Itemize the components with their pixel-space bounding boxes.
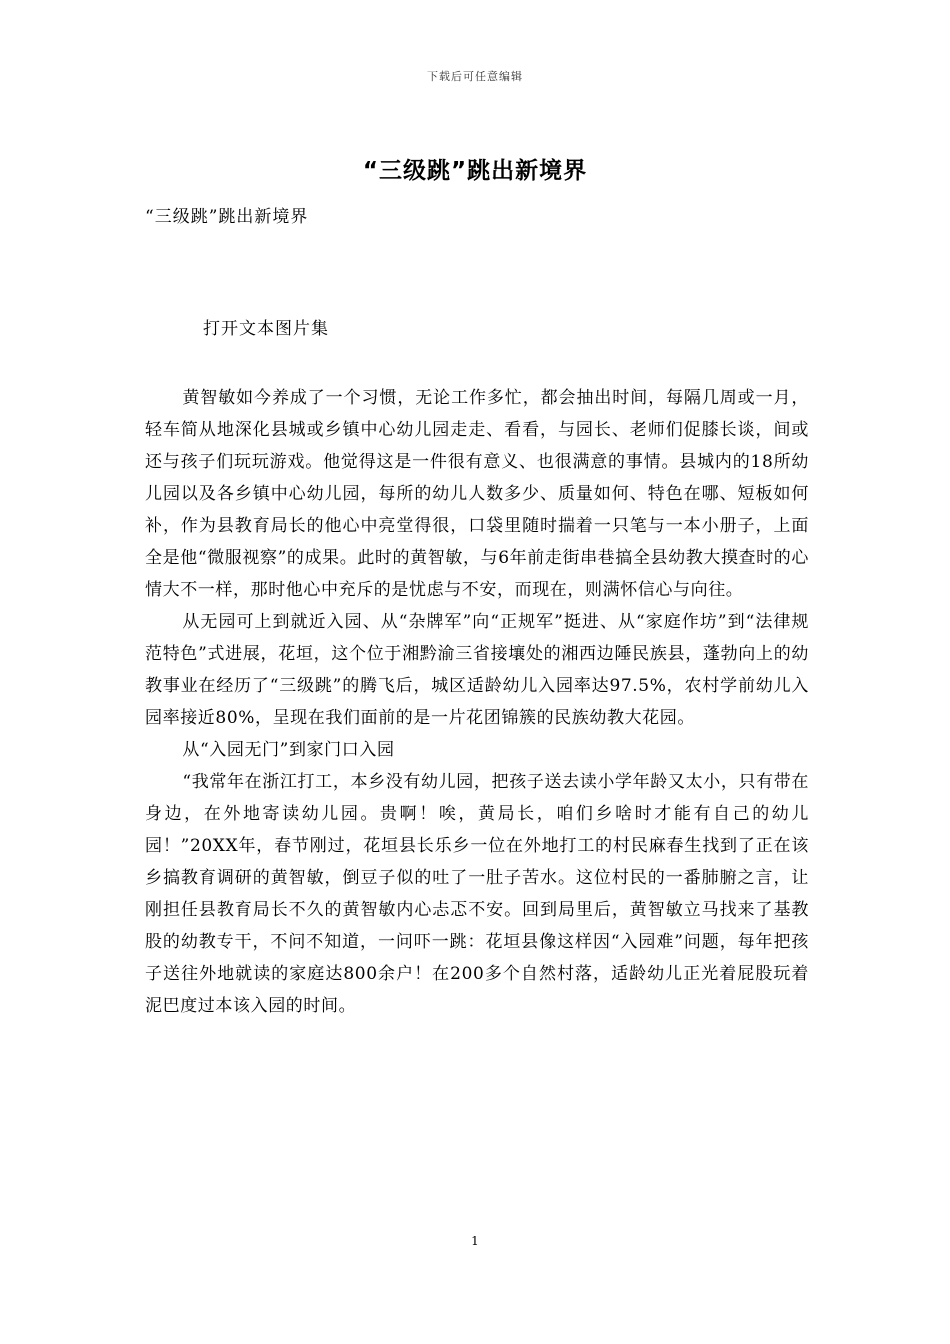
open-image-gallery-link[interactable]: 打开文本图片集 <box>203 319 329 339</box>
paragraph: 从无园可上到就近入园、从“杂牌军”向“正规军”挺进、从“家庭作坊”到“法律规范特色”式进展，花垣，这个位于湘黔渝三省接壤处的湘西边陲民族县，蓬勃向上的幼教事业在经历了“三级跳”的腾飞后，城区适龄幼儿入园率达97.5%，农村学前幼儿入园率接近80%，呈现在我们面前的是一片花团锦簇的民族幼教大花园。 <box>145 612 809 728</box>
header-note: 下载后可任意编辑 <box>427 70 523 83</box>
document-title: “三级跳”跳出新境界 <box>362 158 588 184</box>
paragraph: “我常年在浙江打工，本乡没有幼儿园，把孩子送去读小学年龄又太小，只有带在身边，在外地寄读幼儿园。贵啊！唉，黄局长，咱们乡啥时才能有自己的幼儿园！”20XX年，春节刚过，花垣县长乐乡一位在外地打工的村民麻春生找到了正在该乡搞教育调研的黄智敏，倒豆子似的吐了一肚子苦水。这位村民的一番肺腑之言，让刚担任县教育局长不久的黄智敏内心忐忑不安。回到局里后，黄智敏立马找来了基教股的幼教专干，不问不知道，一问吓一跳：花垣县像这样因“入园难”问题，每年把孩子送往外地就读的家庭达800余户！在200多个自然村落，适龄幼儿正光着屁股玩着泥巴度过本该入园的时间。 <box>145 772 809 1016</box>
page-number: 1 <box>471 1234 479 1248</box>
paragraph: 黄智敏如今养成了一个习惯，无论工作多忙，都会抽出时间，每隔几周或一月，轻车简从地深化县城或乡镇中心幼儿园走走、看看，与园长、老师们促膝长谈，间或还与孩子们玩玩游戏。他觉得这是一件很有意义、也很满意的事情。县城内的18所幼儿园以及各乡镇中心幼儿园，每所的幼儿人数多少、质量如何、特色在哪、短板如何补，作为县教育局长的他心中亮堂得很，口袋里随时揣着一只笔与一本小册子，上面全是他“微服视察”的成果。此时的黄智敏，与6年前走街串巷搞全县幼教大摸查时的心情大不一样，那时他心中充斥的是忧虑与不安，而现在，则满怀信心与向往。 <box>145 388 809 600</box>
article-body <box>145 382 809 1022</box>
document-subtitle: “三级跳”跳出新境界 <box>145 207 309 227</box>
section-heading: 从“入园无门”到家门口入园 <box>182 740 395 760</box>
